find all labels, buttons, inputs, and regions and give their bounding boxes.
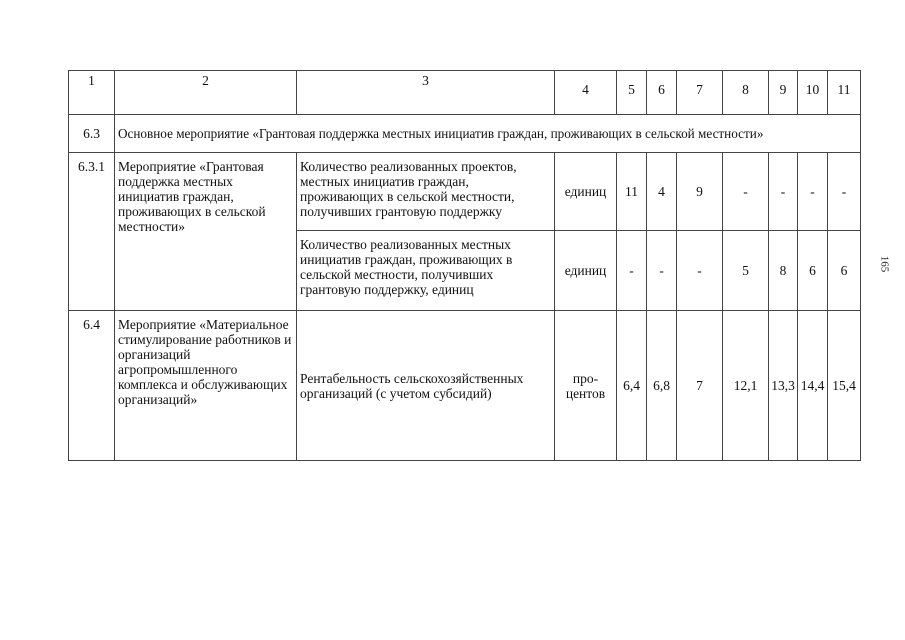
header-cell: 5: [617, 71, 647, 115]
program-table: [68, 70, 861, 461]
indicator-name: Количество реализованных проектов, местных инициатив граждан, проживающих в сельской местности, получивших грантовую поддержку: [297, 153, 555, 231]
indicator-name: Рентабельность сельскохозяйственных организаций (с учетом субсидий): [297, 311, 555, 461]
value-col11: -: [828, 153, 861, 231]
value-col10: 6: [798, 231, 828, 311]
unit-cell: единиц: [555, 153, 617, 231]
row-number: 6.4: [69, 311, 115, 461]
row-number: 6.3.1: [69, 153, 115, 311]
activity-name: Мероприятие «Материальное стимулирование работников и организаций агропромышленного комплекса и обслуживающих организаций»: [115, 311, 297, 461]
value-col10: -: [798, 153, 828, 231]
header-cell: 7: [677, 71, 723, 115]
header-cell: 1: [69, 71, 115, 115]
header-cell: 8: [723, 71, 769, 115]
value-col7: -: [677, 231, 723, 311]
value-col6: -: [647, 231, 677, 311]
header-cell: 11: [828, 71, 861, 115]
header-cell: 10: [798, 71, 828, 115]
value-col11: 15,4: [828, 311, 861, 461]
header-cell: 6: [647, 71, 677, 115]
value-col5: -: [617, 231, 647, 311]
header-cell: 4: [555, 71, 617, 115]
unit-cell: про-центов: [555, 311, 617, 461]
value-col8: 12,1: [723, 311, 769, 461]
row-6-4: [69, 311, 861, 461]
header-cell: 2: [115, 71, 297, 115]
header-cell: 3: [297, 71, 555, 115]
header-cell: 9: [769, 71, 798, 115]
value-col6: 4: [647, 153, 677, 231]
row-number: 6.3: [69, 115, 115, 153]
value-col9: 8: [769, 231, 798, 311]
value-col11: 6: [828, 231, 861, 311]
indicator-name: Количество реализованных местных инициатив граждан, проживающих в сельской местности, получивших грантовую поддержку, единиц: [297, 231, 555, 311]
value-col5: 6,4: [617, 311, 647, 461]
value-col7: 9: [677, 153, 723, 231]
value-col9: -: [769, 153, 798, 231]
value-col6: 6,8: [647, 311, 677, 461]
value-col10: 14,4: [798, 311, 828, 461]
activity-name: Мероприятие «Грантовая поддержка местных инициатив граждан, проживающих в сельской местности»: [115, 153, 297, 311]
row-6-3: [69, 115, 861, 153]
value-col8: 5: [723, 231, 769, 311]
row-6-3-1-a: [69, 153, 861, 231]
page-number: 165: [878, 255, 891, 273]
value-col8: -: [723, 153, 769, 231]
unit-cell: единиц: [555, 231, 617, 311]
header-row: [69, 71, 861, 115]
value-col9: 13,3: [769, 311, 798, 461]
main-activity-title: Основное мероприятие «Грантовая поддержка местных инициатив граждан, проживающих в сельской местности»: [115, 115, 861, 153]
value-col7: 7: [677, 311, 723, 461]
value-col5: 11: [617, 153, 647, 231]
